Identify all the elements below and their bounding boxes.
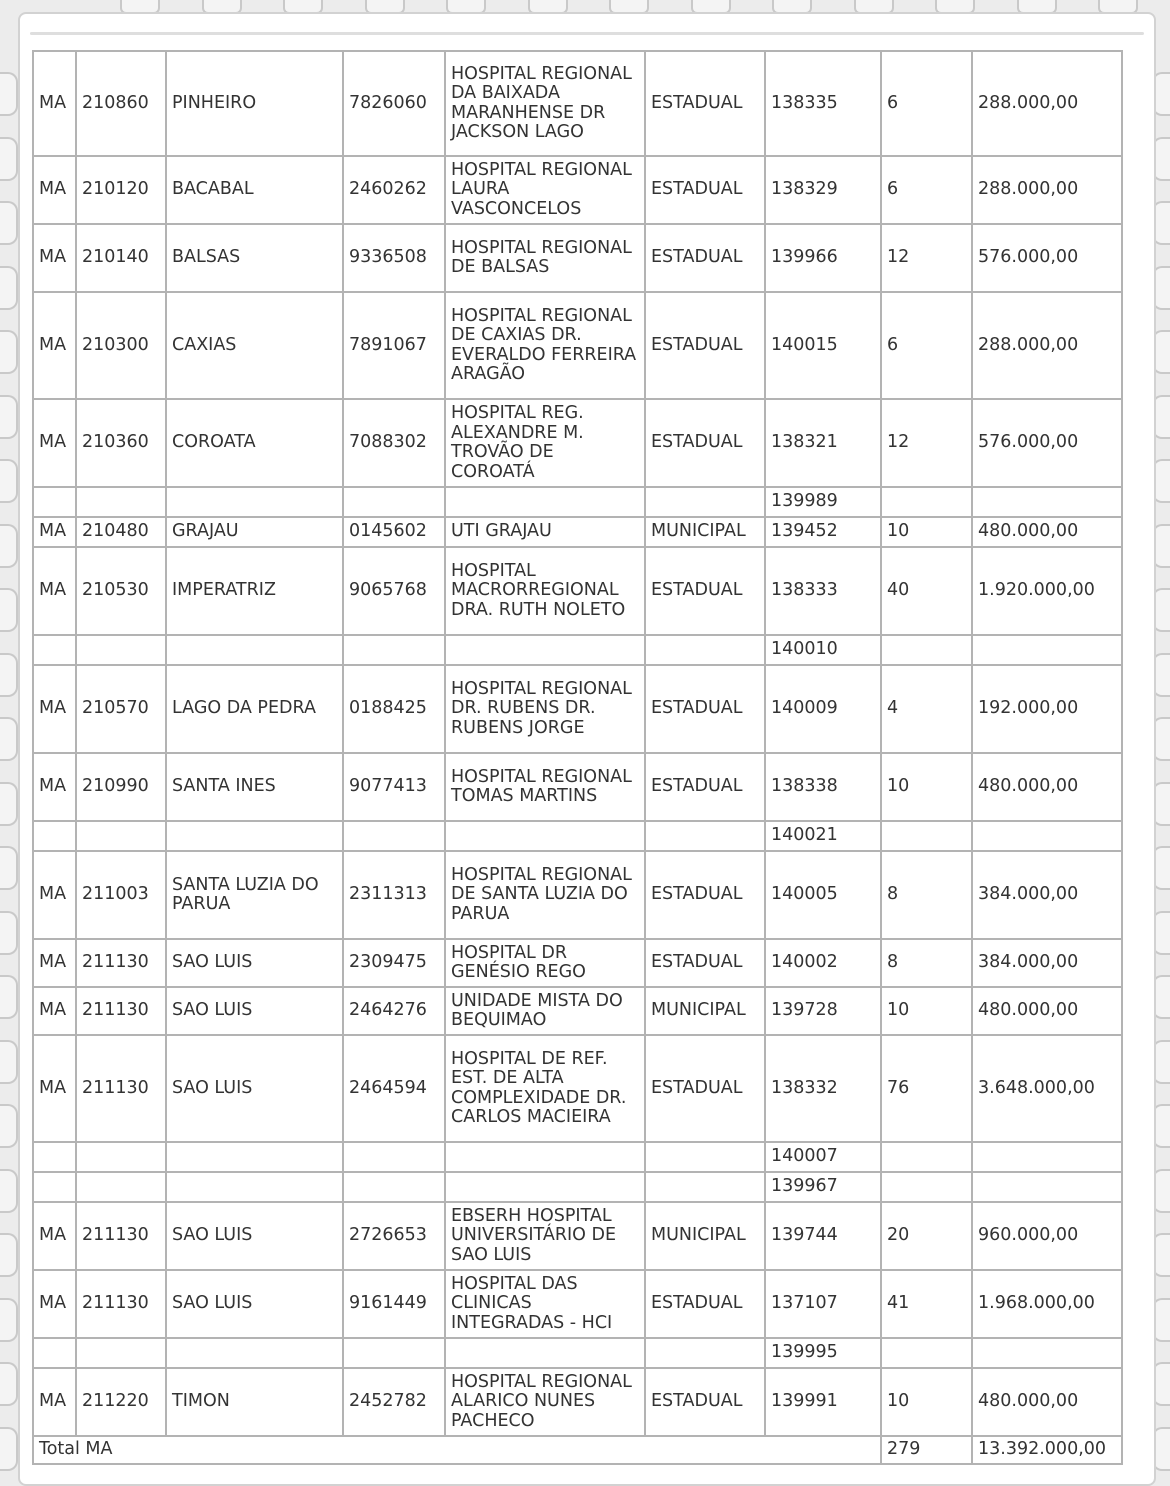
ibge-code-cell: [76, 635, 166, 665]
municipio-cell: BACABAL: [166, 156, 343, 224]
estabelecimento-cell: HOSPITAL REG. ALEXANDRE M. TROVÃO DE COROATÁ: [445, 399, 645, 487]
leitos-cell: 12: [881, 224, 972, 292]
ibge-code-cell: 210120: [76, 156, 166, 224]
gestao-cell: ESTADUAL: [645, 547, 765, 635]
table-row: [33, 851, 1122, 939]
table-row: [33, 1368, 1122, 1436]
cnes-cell: 7826060: [343, 51, 445, 156]
proposta-cell: 138338: [765, 753, 881, 821]
cnes-cell: 7891067: [343, 292, 445, 399]
ibge-code-cell: 211220: [76, 1368, 166, 1436]
ibge-code-cell: 211130: [76, 1202, 166, 1270]
estabelecimento-cell: HOSPITAL DAS CLINICAS INTEGRADAS - HCI: [445, 1270, 645, 1338]
municipio-cell: COROATA: [166, 399, 343, 487]
table-row: [33, 939, 1122, 987]
ibge-code-cell: 210860: [76, 51, 166, 156]
ibge-code-cell: 211130: [76, 1270, 166, 1338]
estabelecimento-cell: HOSPITAL REGIONAL DA BAIXADA MARANHENSE DR JACKSON LAGO: [445, 51, 645, 156]
table-row: [33, 224, 1122, 292]
cnes-cell: 7088302: [343, 399, 445, 487]
municipio-cell: SAO LUIS: [166, 1202, 343, 1270]
municipio-cell: [166, 1172, 343, 1202]
uf-cell: MA: [33, 1035, 76, 1142]
municipio-cell: PINHEIRO: [166, 51, 343, 156]
proposta-cell: 139452: [765, 517, 881, 547]
gestao-cell: [645, 487, 765, 517]
gestao-cell: [645, 1142, 765, 1172]
municipio-cell: [166, 487, 343, 517]
cnes-cell: 9077413: [343, 753, 445, 821]
municipio-cell: SAO LUIS: [166, 1035, 343, 1142]
uf-cell: MA: [33, 399, 76, 487]
leitos-cell: 6: [881, 156, 972, 224]
leitos-cell: 41: [881, 1270, 972, 1338]
cnes-cell: [343, 1172, 445, 1202]
proposta-cell: 138321: [765, 399, 881, 487]
uf-cell: [33, 1172, 76, 1202]
cnes-cell: [343, 487, 445, 517]
leitos-cell: 20: [881, 1202, 972, 1270]
estabelecimento-cell: HOSPITAL REGIONAL DE BALSAS: [445, 224, 645, 292]
estabelecimento-cell: HOSPITAL DR GENÉSIO REGO: [445, 939, 645, 987]
valor-cell: 480.000,00: [972, 753, 1122, 821]
ibge-code-cell: [76, 1172, 166, 1202]
cnes-cell: [343, 1142, 445, 1172]
municipio-cell: SAO LUIS: [166, 939, 343, 987]
gestao-cell: ESTADUAL: [645, 399, 765, 487]
uf-cell: MA: [33, 51, 76, 156]
estabelecimento-cell: UNIDADE MISTA DO BEQUIMAO: [445, 987, 645, 1035]
table-row: [33, 753, 1122, 821]
gestao-cell: [645, 1338, 765, 1368]
gestao-cell: ESTADUAL: [645, 665, 765, 753]
leitos-cell: [881, 635, 972, 665]
table-row: [33, 1270, 1122, 1338]
valor-cell: 1.920.000,00: [972, 547, 1122, 635]
proposta-cell: 140015: [765, 292, 881, 399]
estabelecimento-cell: HOSPITAL REGIONAL DE CAXIAS DR. EVERALDO FERREIRA ARAGÃO: [445, 292, 645, 399]
valor-cell: 3.648.000,00: [972, 1035, 1122, 1142]
gestao-cell: ESTADUAL: [645, 292, 765, 399]
uf-cell: MA: [33, 547, 76, 635]
table-row: [33, 1338, 1122, 1368]
leitos-cell: 6: [881, 292, 972, 399]
total-row: [33, 1436, 1122, 1464]
proposta-cell: 139989: [765, 487, 881, 517]
municipio-cell: SANTA INES: [166, 753, 343, 821]
total-label: Total MA: [33, 1436, 881, 1464]
proposta-cell: 139744: [765, 1202, 881, 1270]
estabelecimento-cell: [445, 821, 645, 851]
cnes-cell: 2460262: [343, 156, 445, 224]
gestao-cell: ESTADUAL: [645, 156, 765, 224]
valor-cell: 576.000,00: [972, 224, 1122, 292]
municipio-cell: SAO LUIS: [166, 1270, 343, 1338]
estabelecimento-cell: HOSPITAL REGIONAL DE SANTA LUZIA DO PARUA: [445, 851, 645, 939]
estabelecimento-cell: [445, 1172, 645, 1202]
table-row: [33, 1202, 1122, 1270]
uf-cell: MA: [33, 753, 76, 821]
leitos-cell: [881, 821, 972, 851]
valor-cell: 192.000,00: [972, 665, 1122, 753]
ibge-code-cell: 211130: [76, 1035, 166, 1142]
proposta-cell: 138333: [765, 547, 881, 635]
valor-cell: [972, 1142, 1122, 1172]
estabelecimento-cell: [445, 1142, 645, 1172]
cnes-cell: 9336508: [343, 224, 445, 292]
leitos-cell: 10: [881, 1368, 972, 1436]
table-row: [33, 987, 1122, 1035]
estabelecimento-cell: HOSPITAL MACRORREGIONAL DRA. RUTH NOLETO: [445, 547, 645, 635]
valor-cell: 288.000,00: [972, 156, 1122, 224]
cnes-cell: 2309475: [343, 939, 445, 987]
table-row: [33, 1172, 1122, 1202]
table-row: [33, 665, 1122, 753]
valor-cell: 576.000,00: [972, 399, 1122, 487]
estabelecimento-cell: HOSPITAL REGIONAL LAURA VASCONCELOS: [445, 156, 645, 224]
proposta-cell: 140007: [765, 1142, 881, 1172]
cnes-cell: 2311313: [343, 851, 445, 939]
ibge-code-cell: [76, 1142, 166, 1172]
cnes-cell: 9065768: [343, 547, 445, 635]
ibge-code-cell: [76, 1338, 166, 1368]
valor-cell: 1.968.000,00: [972, 1270, 1122, 1338]
uf-cell: [33, 1338, 76, 1368]
estabelecimento-cell: [445, 487, 645, 517]
ibge-code-cell: 211003: [76, 851, 166, 939]
proposta-cell: 138329: [765, 156, 881, 224]
hospital-beds-table: [32, 50, 1123, 1465]
leitos-cell: [881, 1172, 972, 1202]
uf-cell: MA: [33, 665, 76, 753]
uf-cell: [33, 487, 76, 517]
table-row: [33, 292, 1122, 399]
gestao-cell: [645, 1172, 765, 1202]
uf-cell: MA: [33, 517, 76, 547]
municipio-cell: BALSAS: [166, 224, 343, 292]
municipio-cell: TIMON: [166, 1368, 343, 1436]
estabelecimento-cell: HOSPITAL REGIONAL ALARICO NUNES PACHECO: [445, 1368, 645, 1436]
gestao-cell: ESTADUAL: [645, 1270, 765, 1338]
leitos-cell: 6: [881, 51, 972, 156]
proposta-cell: 137107: [765, 1270, 881, 1338]
gestao-cell: [645, 635, 765, 665]
ibge-code-cell: 210360: [76, 399, 166, 487]
gestao-cell: ESTADUAL: [645, 851, 765, 939]
municipio-cell: GRAJAU: [166, 517, 343, 547]
valor-cell: 288.000,00: [972, 292, 1122, 399]
cnes-cell: 2464276: [343, 987, 445, 1035]
cnes-cell: [343, 635, 445, 665]
estabelecimento-cell: [445, 1338, 645, 1368]
uf-cell: MA: [33, 939, 76, 987]
leitos-cell: [881, 487, 972, 517]
cnes-cell: 9161449: [343, 1270, 445, 1338]
valor-cell: [972, 821, 1122, 851]
uf-cell: MA: [33, 224, 76, 292]
table-row: [33, 547, 1122, 635]
uf-cell: [33, 635, 76, 665]
proposta-cell: 138332: [765, 1035, 881, 1142]
proposta-cell: 139995: [765, 1338, 881, 1368]
municipio-cell: CAXIAS: [166, 292, 343, 399]
leitos-cell: 40: [881, 547, 972, 635]
uf-cell: MA: [33, 851, 76, 939]
ibge-code-cell: 210530: [76, 547, 166, 635]
proposta-cell: 139728: [765, 987, 881, 1035]
gestao-cell: ESTADUAL: [645, 51, 765, 156]
municipio-cell: [166, 1338, 343, 1368]
leitos-cell: [881, 1338, 972, 1368]
cnes-cell: 0188425: [343, 665, 445, 753]
proposta-cell: 140005: [765, 851, 881, 939]
municipio-cell: [166, 635, 343, 665]
proposta-cell: 139991: [765, 1368, 881, 1436]
estabelecimento-cell: EBSERH HOSPITAL UNIVERSITÁRIO DE SAO LUIS: [445, 1202, 645, 1270]
leitos-cell: 10: [881, 987, 972, 1035]
uf-cell: [33, 1142, 76, 1172]
leitos-cell: 12: [881, 399, 972, 487]
proposta-cell: 138335: [765, 51, 881, 156]
table-row: [33, 399, 1122, 487]
municipio-cell: SANTA LUZIA DO PARUA: [166, 851, 343, 939]
estabelecimento-cell: HOSPITAL DE REF. EST. DE ALTA COMPLEXIDADE DR. CARLOS MACIEIRA: [445, 1035, 645, 1142]
valor-cell: [972, 635, 1122, 665]
table-row: [33, 1035, 1122, 1142]
leitos-cell: 10: [881, 753, 972, 821]
uf-cell: MA: [33, 156, 76, 224]
ibge-code-cell: 210140: [76, 224, 166, 292]
valor-cell: 480.000,00: [972, 987, 1122, 1035]
gestao-cell: ESTADUAL: [645, 224, 765, 292]
ibge-code-cell: [76, 487, 166, 517]
total-leitos: 279: [881, 1436, 972, 1464]
ibge-code-cell: 210480: [76, 517, 166, 547]
table-row: [33, 51, 1122, 156]
leitos-cell: 8: [881, 851, 972, 939]
table-row: [33, 517, 1122, 547]
cnes-cell: 2464594: [343, 1035, 445, 1142]
estabelecimento-cell: [445, 635, 645, 665]
proposta-cell: 140009: [765, 665, 881, 753]
proposta-cell: 139967: [765, 1172, 881, 1202]
municipio-cell: SAO LUIS: [166, 987, 343, 1035]
gestao-cell: MUNICIPAL: [645, 987, 765, 1035]
gestao-cell: [645, 821, 765, 851]
leitos-cell: 8: [881, 939, 972, 987]
cnes-cell: [343, 821, 445, 851]
proposta-cell: 140002: [765, 939, 881, 987]
cnes-cell: [343, 1338, 445, 1368]
ibge-code-cell: 210990: [76, 753, 166, 821]
uf-cell: MA: [33, 1270, 76, 1338]
gestao-cell: ESTADUAL: [645, 939, 765, 987]
table-row: [33, 487, 1122, 517]
proposta-cell: 140021: [765, 821, 881, 851]
table-row: [33, 635, 1122, 665]
valor-cell: 288.000,00: [972, 51, 1122, 156]
table-row: [33, 156, 1122, 224]
valor-cell: [972, 487, 1122, 517]
estabelecimento-cell: UTI GRAJAU: [445, 517, 645, 547]
ibge-code-cell: 211130: [76, 987, 166, 1035]
gestao-cell: MUNICIPAL: [645, 517, 765, 547]
gestao-cell: MUNICIPAL: [645, 1202, 765, 1270]
ibge-code-cell: 210570: [76, 665, 166, 753]
proposta-cell: 139966: [765, 224, 881, 292]
uf-cell: MA: [33, 292, 76, 399]
municipio-cell: LAGO DA PEDRA: [166, 665, 343, 753]
proposta-cell: 140010: [765, 635, 881, 665]
table-row: [33, 821, 1122, 851]
valor-cell: [972, 1172, 1122, 1202]
gestao-cell: ESTADUAL: [645, 1035, 765, 1142]
ibge-code-cell: 210300: [76, 292, 166, 399]
estabelecimento-cell: HOSPITAL REGIONAL DR. RUBENS DR. RUBENS JORGE: [445, 665, 645, 753]
municipio-cell: IMPERATRIZ: [166, 547, 343, 635]
uf-cell: MA: [33, 1202, 76, 1270]
uf-cell: MA: [33, 1368, 76, 1436]
ibge-code-cell: 211130: [76, 939, 166, 987]
leitos-cell: 4: [881, 665, 972, 753]
leitos-cell: 76: [881, 1035, 972, 1142]
cnes-cell: 2726653: [343, 1202, 445, 1270]
gestao-cell: ESTADUAL: [645, 753, 765, 821]
total-valor: 13.392.000,00: [972, 1436, 1122, 1464]
estabelecimento-cell: HOSPITAL REGIONAL TOMAS MARTINS: [445, 753, 645, 821]
leitos-cell: 10: [881, 517, 972, 547]
cnes-cell: 0145602: [343, 517, 445, 547]
municipio-cell: [166, 821, 343, 851]
valor-cell: 480.000,00: [972, 1368, 1122, 1436]
uf-cell: MA: [33, 987, 76, 1035]
valor-cell: 384.000,00: [972, 851, 1122, 939]
valor-cell: [972, 1338, 1122, 1368]
municipio-cell: [166, 1142, 343, 1172]
ibge-code-cell: [76, 821, 166, 851]
valor-cell: 960.000,00: [972, 1202, 1122, 1270]
cnes-cell: 2452782: [343, 1368, 445, 1436]
page-top-rule: [30, 32, 1144, 35]
valor-cell: 480.000,00: [972, 517, 1122, 547]
gestao-cell: ESTADUAL: [645, 1368, 765, 1436]
table-row: [33, 1142, 1122, 1172]
valor-cell: 384.000,00: [972, 939, 1122, 987]
uf-cell: [33, 821, 76, 851]
leitos-cell: [881, 1142, 972, 1172]
